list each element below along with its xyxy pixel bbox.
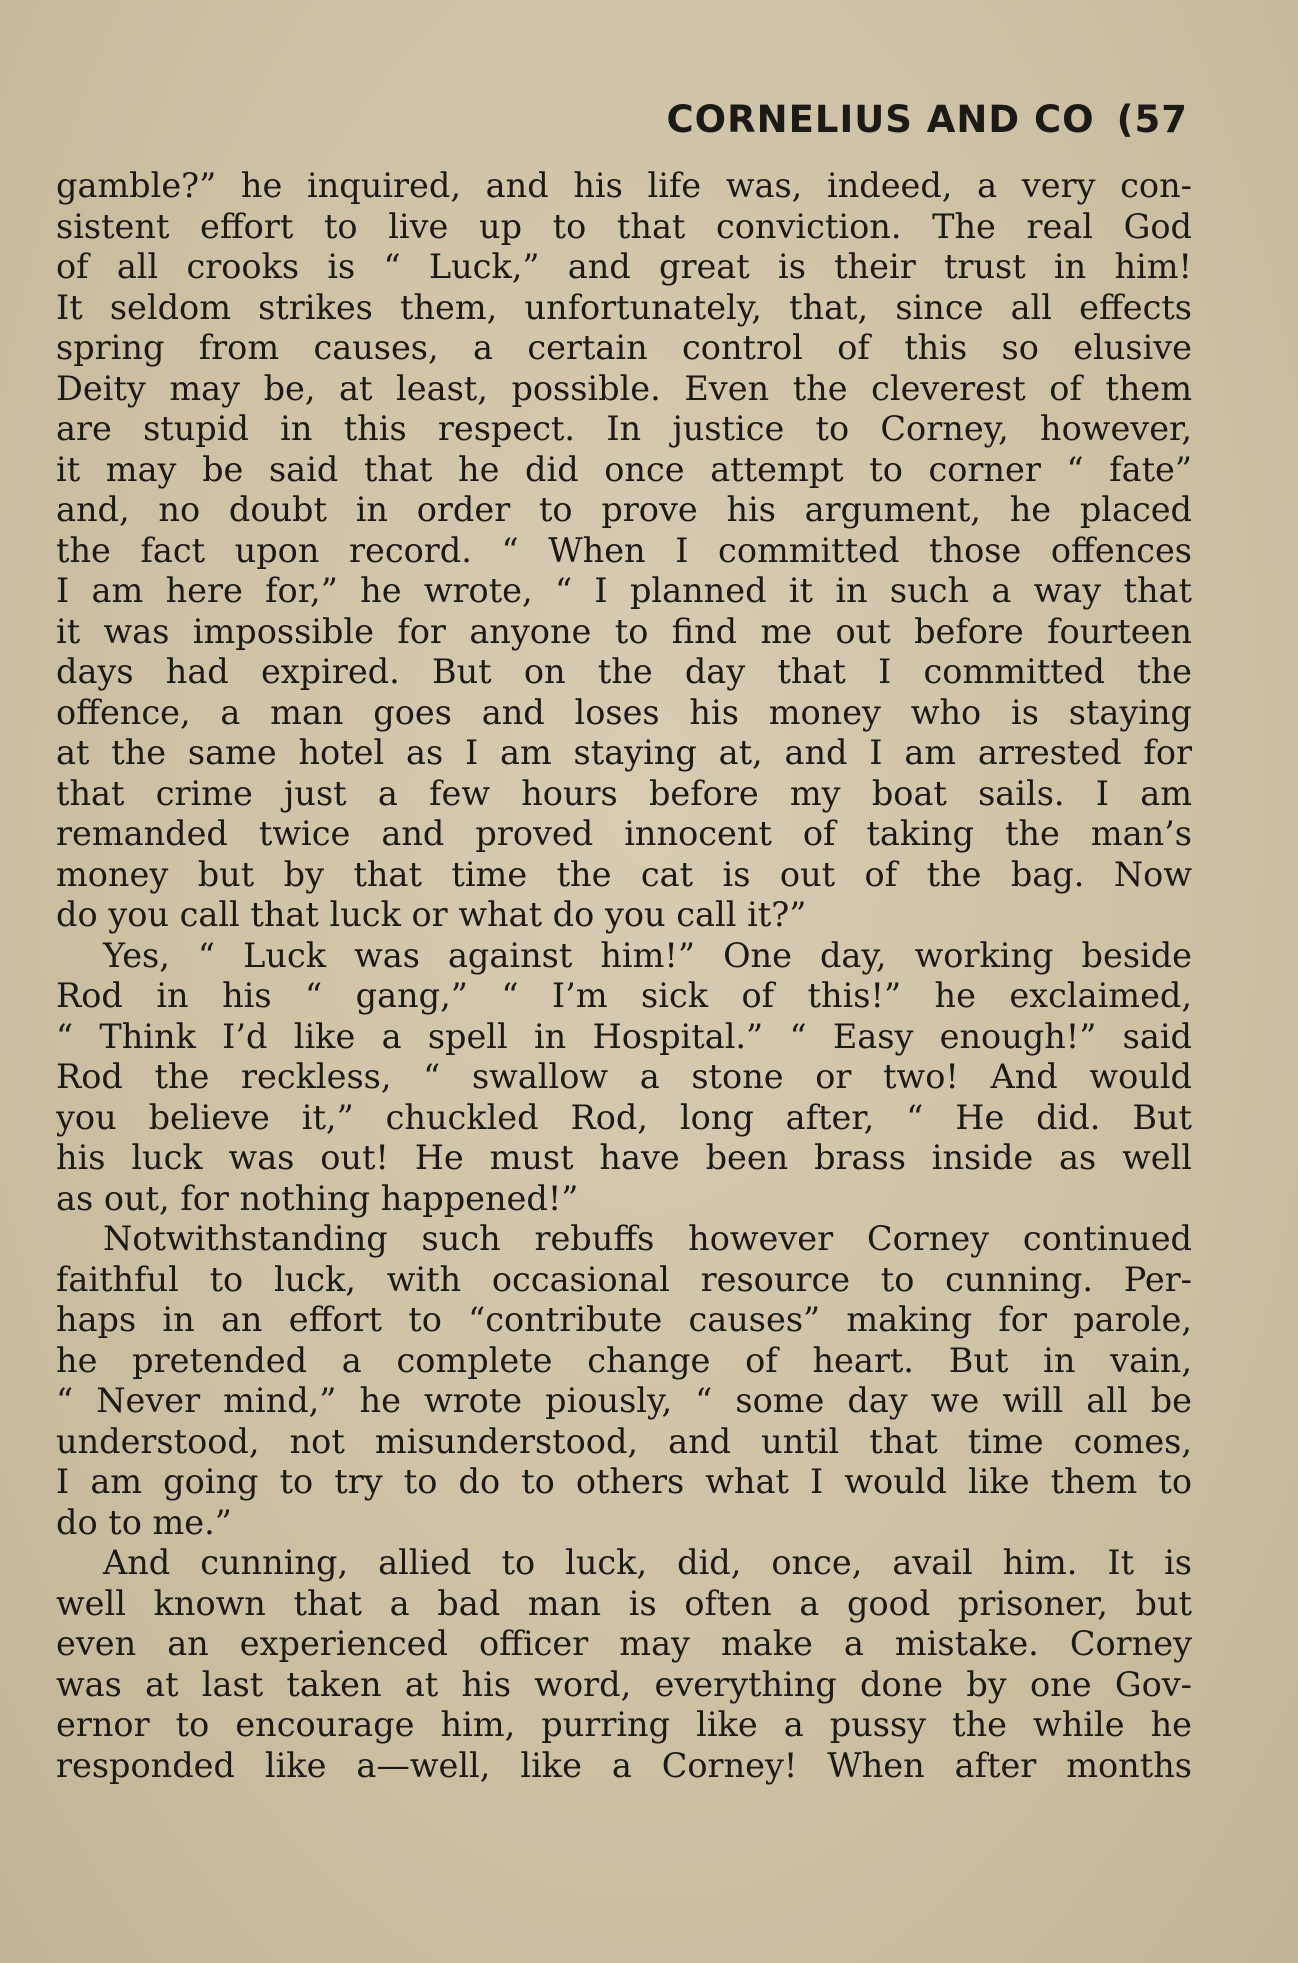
text-line: I am going to try to do to others what I would like them to xyxy=(56,1462,1192,1501)
text-line: he pretended a complete change of heart. But in vain, xyxy=(56,1340,1192,1380)
text-line: “ Never mind,” he wrote piously, “ some day we will all be xyxy=(56,1381,1192,1420)
text-line: you believe it,” chuckled Rod, long after, “ He did. But xyxy=(56,1097,1192,1137)
page-number: (57 xyxy=(1116,98,1188,141)
chapter-title: CORNELIUS AND CO xyxy=(666,98,1095,141)
text-line: Rod in his “ gang,” “ I’m sick of this!” he exclaimed, xyxy=(56,976,1192,1015)
text-line: remanded twice and proved innocent of taking the man’s xyxy=(56,814,1192,853)
text-line: offence, a man goes and loses his money who is staying xyxy=(56,692,1192,732)
paragraph-first-line: And cunning, allied to luck, did, once, avail him. It is xyxy=(103,1543,1192,1582)
text-line: at the same hotel as I am staying at, and I am arrested for xyxy=(56,733,1192,772)
text-line: ernor to encourage him, purring like a pussy the while he xyxy=(56,1705,1192,1744)
paragraph-end-line: do to me.” xyxy=(56,1502,232,1542)
text-line: well known that a bad man is often a good prisoner, but xyxy=(56,1583,1192,1623)
paragraph-end-line: as out, for nothing happened!” xyxy=(56,1178,579,1218)
text-line: spring from causes, a certain control of this so elusive xyxy=(56,328,1192,367)
paragraph-first-line: Notwithstanding such rebuffs however Corney continued xyxy=(103,1219,1192,1258)
text-line: it was impossible for anyone to find me out before fourteen xyxy=(56,611,1192,651)
text-line: haps in an effort to “contribute causes” making for parole, xyxy=(56,1300,1192,1339)
text-line: Deity may be, at least, possible. Even the cleverest of them xyxy=(56,368,1192,408)
text-line: gamble?” he inquired, and his life was, indeed, a very con- xyxy=(56,166,1192,205)
text-line: are stupid in this respect. In justice to Corney, however, xyxy=(56,409,1192,448)
text-line: money but by that time the cat is out of the bag. Now xyxy=(56,854,1192,894)
paragraph-end-line: do you call that luck or what do you call it?” xyxy=(56,895,807,934)
text-line: and, no doubt in order to prove his argument, he placed xyxy=(56,490,1192,529)
running-head xyxy=(667,96,1188,144)
text-line: understood, not misunderstood, and until that time comes, xyxy=(56,1421,1192,1461)
text-line: of all crooks is “ Luck,” and great is their trust in him! xyxy=(56,247,1192,286)
text-line: the fact upon record. “ When I committed those offences xyxy=(56,530,1192,570)
text-line: his luck was out! He must have been brass inside as well xyxy=(56,1138,1192,1177)
text-line: days had expired. But on the day that I committed the xyxy=(56,652,1192,691)
text-line: It seldom strikes them, unfortunately, that, since all effects xyxy=(56,287,1192,327)
text-line: it may be said that he did once attempt to corner “ fate” xyxy=(56,449,1192,489)
text-line: even an experienced officer may make a mistake. Corney xyxy=(56,1624,1192,1663)
text-line: I am here for,” he wrote, “ I planned it in such a way that xyxy=(56,571,1192,610)
text-line: faithful to luck, with occasional resource to cunning. Per- xyxy=(56,1259,1192,1299)
text-line: was at last taken at his word, everything done by one Gov- xyxy=(56,1664,1192,1704)
text-line: “ Think I’d like a spell in Hospital.” “ Easy enough!” said xyxy=(56,1016,1192,1056)
text-line: that crime just a few hours before my boat sails. I am xyxy=(56,773,1192,813)
paragraph-first-line: Yes, “ Luck was against him!” One day, working beside xyxy=(103,935,1192,975)
text-line: Rod the reckless, “ swallow a stone or two! And would xyxy=(56,1057,1192,1096)
text-line: sistent effort to live up to that conviction. The real God xyxy=(56,206,1192,246)
body-text xyxy=(56,166,1192,1786)
text-line: responded like a—well, like a Corney! When after months xyxy=(56,1745,1192,1785)
